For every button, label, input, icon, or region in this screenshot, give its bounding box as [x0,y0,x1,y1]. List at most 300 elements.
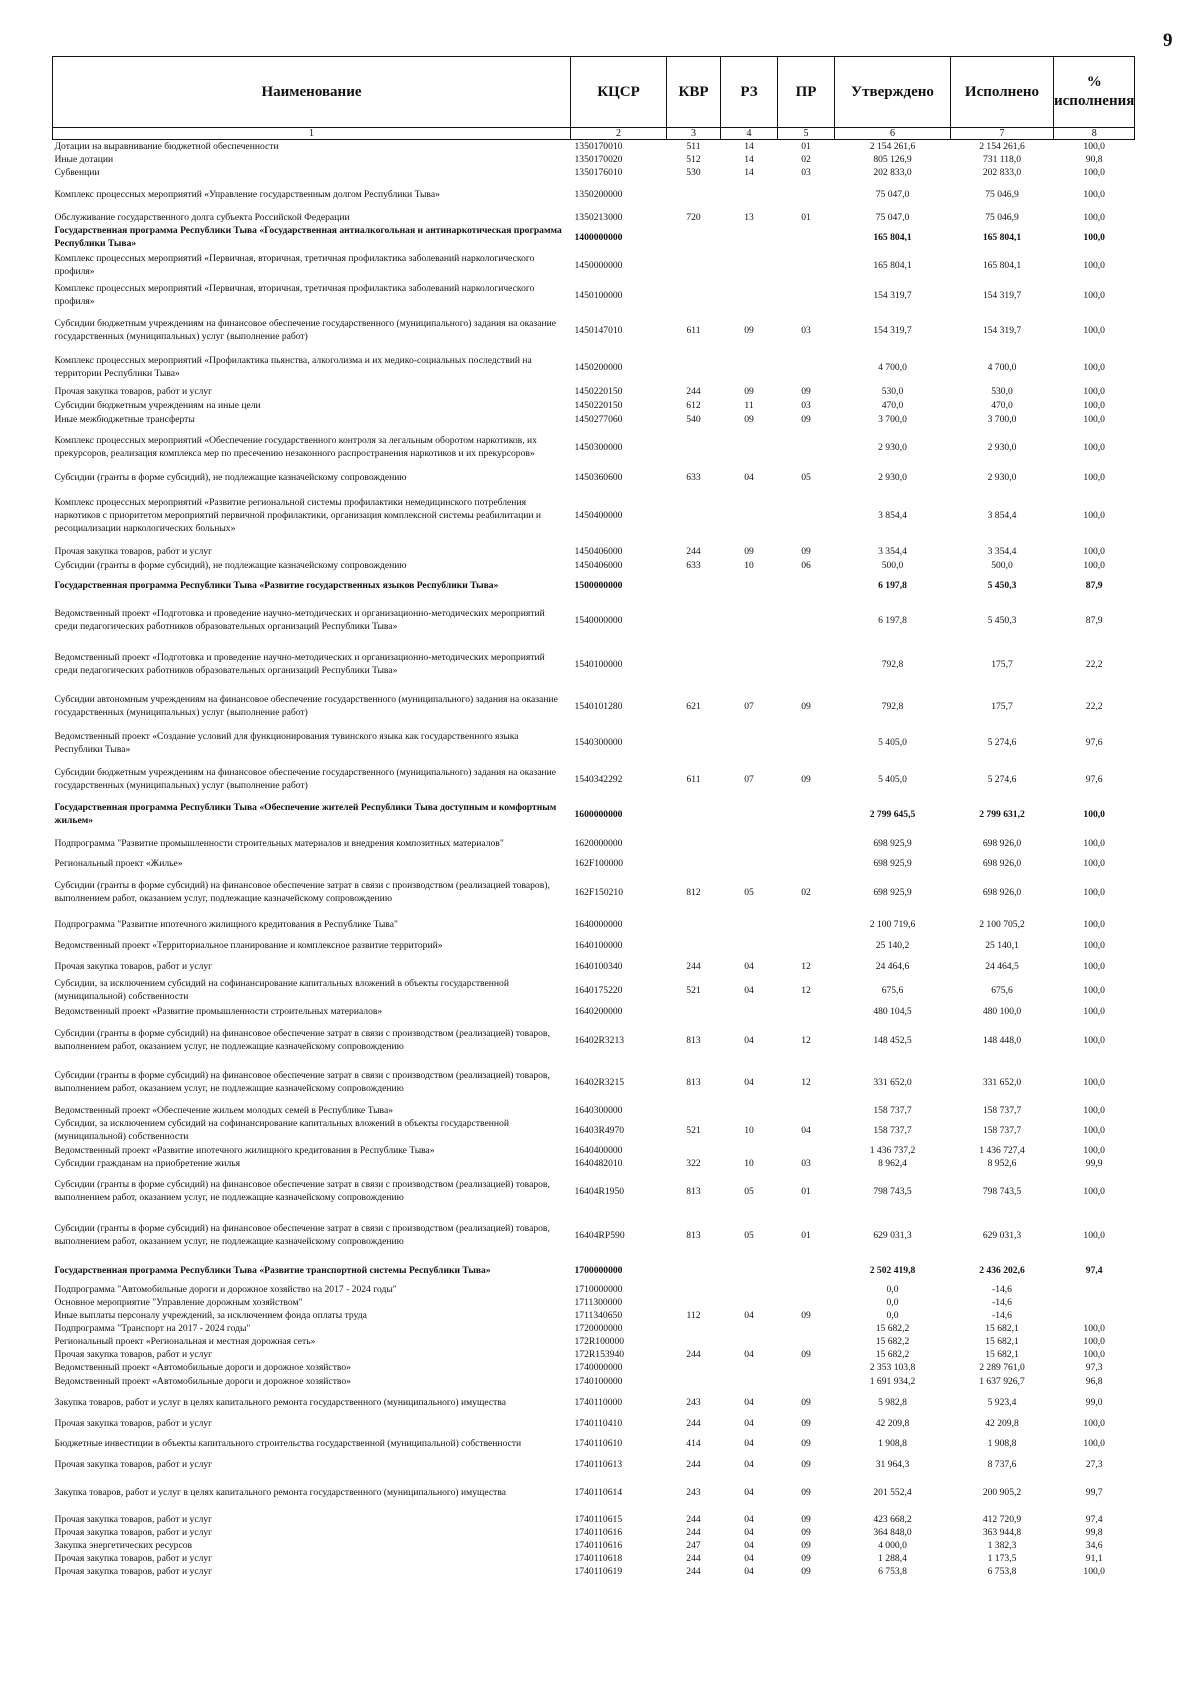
row-kcsr: 1720000000 [574,1323,623,1334]
row-pr [778,935,835,955]
row-kcsr: 1640482010 [574,1158,623,1169]
row-percent: 100,0 [1083,1417,1105,1429]
row-pr: 12 [801,984,811,996]
row-rz: 04 [744,1034,754,1046]
header-pr: ПР [778,57,835,128]
row-kvr: 621 [686,700,701,712]
row-name: Государственная программа Республики Тыва «Развитие государственных языков Республики Тыва» [54,580,499,591]
row-pr [778,599,835,641]
row-executed: -14,6 [992,1310,1012,1321]
row-kcsr: 1350170010 [574,141,623,152]
row-kcsr: 1740110000 [574,1396,623,1408]
row-name: Бюджетные инвестиции в объекты капитального строительства государственной (муниципальной) собственности [54,1437,522,1449]
row-kcsr: 1740110610 [574,1437,623,1449]
row-kvr: 511 [686,141,701,152]
table-row [53,1170,1135,1212]
row-rz: 04 [744,1553,754,1564]
row-approved: 698 925,9 [873,886,912,898]
row-kcsr: 1600000000 [574,808,623,820]
row-name: Прочая закупка товаров, работ и услуг [54,1513,213,1525]
row-kvr: 612 [686,399,701,411]
row-pr: 03 [801,399,811,411]
row-executed: 154 319,7 [982,289,1022,301]
row-approved: 0,0 [886,1310,899,1321]
row-percent: 99,9 [1085,1158,1103,1169]
row-approved: 500,0 [881,559,904,571]
row-approved: 154 319,7 [873,289,912,301]
row-approved: 4 000,0 [878,1540,907,1551]
table-row [53,398,1135,412]
row-percent [1054,1296,1135,1309]
row-rz: 07 [744,700,754,712]
row-executed: 675,6 [991,984,1013,996]
row-pr: 09 [801,1437,811,1449]
table-row [53,468,1135,486]
row-kcsr: 1740110616 [574,1527,623,1538]
row-kvr: 611 [686,773,701,785]
table-row [53,426,1135,468]
row-percent: 100,0 [1083,545,1105,557]
row-kcsr: 1350176010 [574,167,623,178]
row-percent: 97,4 [1085,1264,1103,1276]
row-percent: 22,2 [1085,658,1103,670]
row-executed: -14,6 [992,1297,1012,1308]
row-kcsr: 1350213000 [574,211,623,223]
row-approved: 202 833,0 [873,167,912,178]
row-name: Закупка товаров, работ и услуг в целях капитального ремонта государственного (муниципального) имущества [54,1486,507,1498]
row-name: Иные межбюджетные трансферты [54,413,195,425]
table-row [53,599,1135,641]
table-row [53,280,1135,310]
row-percent: 100,0 [1083,1076,1105,1088]
row-pr: 06 [801,559,811,571]
row-approved: 2 930,0 [878,471,907,483]
row-name: Прочая закупка товаров, работ и услуг [54,545,213,557]
row-kvr: 244 [686,1513,701,1525]
row-kvr: 813 [686,1076,701,1088]
row-executed: 158 737,7 [982,1124,1022,1136]
table-row [53,572,1135,599]
row-approved: 165 804,1 [873,231,912,243]
row-executed: 3 700,0 [987,413,1017,425]
row-percent: 87,9 [1085,614,1103,626]
row-name: Субсидии гражданам на приобретение жилья [54,1158,241,1169]
row-name: Комплекс процессных мероприятий «Управление государственным долгом Республики Тыва» [54,189,440,200]
table-row [53,1539,1135,1552]
row-kcsr: 1640100000 [574,939,623,951]
row-pr: 03 [801,1158,811,1169]
row-kvr: 244 [686,1458,701,1470]
row-rz [721,599,778,641]
row-percent: 100,0 [1083,324,1105,336]
row-kvr: 247 [686,1540,701,1551]
row-name: Закупка товаров, работ и услуг в целях капитального ремонта государственного (муниципального) имущества [54,1396,507,1408]
row-pr [778,856,835,871]
row-kcsr: 1740110616 [574,1540,623,1551]
row-percent: 100,0 [1083,1185,1105,1197]
row-kvr: 112 [686,1310,701,1321]
row-kcsr: 1500000000 [574,580,623,591]
row-approved: 698 925,9 [873,858,912,869]
row-kcsr: 1711300000 [574,1297,623,1308]
row-executed: 412 720,9 [982,1513,1022,1525]
row-rz: 11 [744,399,754,411]
row-percent: 91,1 [1085,1553,1103,1564]
table-row [53,856,1135,871]
row-percent: 100,0 [1083,1144,1105,1156]
row-kcsr: 16402R3215 [574,1076,625,1088]
row-executed: 629 031,3 [982,1229,1022,1241]
column-number: 5 [778,128,835,140]
row-kcsr: 1640400000 [574,1144,623,1156]
row-pr: 09 [801,1417,811,1429]
row-name: Прочая закупка товаров, работ и услуг [54,1417,213,1429]
row-pr: 09 [801,1540,811,1551]
row-name: Подпрограмма "Развитие ипотечного жилищного кредитования в Республике Тыва" [54,918,398,930]
row-kvr: 244 [686,1566,701,1577]
row-executed: 158 737,7 [982,1104,1022,1116]
row-rz: 04 [744,1566,754,1577]
row-kvr: 633 [686,559,701,571]
row-percent: 97,6 [1085,737,1103,748]
row-executed: 175,7 [991,658,1013,670]
row-percent: 100,0 [1083,1566,1105,1577]
row-pr [778,725,835,760]
row-kcsr: 1450360600 [574,471,623,483]
row-rz [721,250,778,280]
row-approved: 3 700,0 [878,413,907,425]
row-rz: 04 [744,1396,754,1408]
row-approved: 6 753,8 [878,1566,907,1577]
row-executed: 15 682,1 [985,1336,1019,1347]
row-name: Субсидии (гранты в форме субсидий), не подлежащие казначейскому сопровождению [54,559,407,571]
row-pr [778,641,835,687]
row-percent: 100,0 [1083,413,1105,425]
row-approved: 8 962,4 [878,1158,907,1169]
row-executed: 154 319,7 [982,324,1022,336]
row-kcsr: 1740110618 [574,1553,623,1564]
row-rz: 04 [744,1513,754,1525]
row-rz: 09 [744,385,754,397]
row-approved: 480 104,5 [873,1005,912,1017]
row-percent: 100,0 [1083,808,1105,820]
row-kvr [667,1258,721,1282]
row-kvr [667,572,721,599]
row-name: Комплекс процессных мероприятий «Развитие региональной системы профилактики немедицинского потребления наркотиков с приоритетом мероприятий первичной профилактики, организация комплексной системы реабилитации и ресоциализации наркологических больных» [54,496,542,534]
row-rz: 04 [744,1527,754,1538]
table-row [53,384,1135,398]
table-row [53,412,1135,426]
table-row [53,1456,1135,1472]
row-pr: 09 [801,700,811,712]
header-executed: Исполнено [951,57,1054,128]
row-executed: 202 833,0 [982,167,1022,178]
row-approved: 798 743,5 [873,1185,912,1197]
row-percent: 34,6 [1085,1540,1103,1551]
row-approved: 158 737,7 [873,1104,912,1116]
row-name: Субсидии бюджетным учреждениям на финансовое обеспечение государственного (муниципального) задания на оказание государственных (муниципальных) услуг (выполнение работ) [54,318,557,342]
row-percent: 27,3 [1085,1458,1103,1470]
row-kcsr: 16402R3213 [574,1034,625,1046]
header-approved: Утверждено [835,57,951,128]
table-row [53,1526,1135,1539]
row-approved: 2 502 419,8 [869,1264,916,1276]
table-row [53,977,1135,1003]
row-rz: 05 [744,1185,754,1197]
row-percent: 99,0 [1085,1396,1103,1408]
row-kcsr: 1640300000 [574,1104,623,1116]
row-kvr [667,1103,721,1117]
row-name: Субсидии (гранты в форме субсидий), не подлежащие казначейскому сопровождению [54,471,407,483]
row-approved: 75 047,0 [875,211,910,223]
row-executed: 2 154 261,6 [979,141,1025,152]
row-name: Ведомственный проект «Развитие промышленности строительных материалов» [54,1005,383,1017]
row-kcsr: 1400000000 [574,231,623,243]
row-kvr: 720 [686,211,701,223]
row-percent: 99,7 [1085,1486,1103,1498]
row-executed: 2 930,0 [987,471,1017,483]
row-rz [721,224,778,250]
table-row [53,486,1135,544]
row-approved: 42 209,8 [875,1417,910,1429]
table-row [53,913,1135,935]
row-rz: 07 [744,773,754,785]
row-name: Субсидии, за исключением субсидий на софинансирование капитальных вложений в объекты государственной (муниципальной) собственности [54,978,509,1002]
column-number-row [53,128,1135,140]
column-number: 2 [571,128,667,140]
row-approved: 25 140,2 [875,939,910,951]
row-percent: 100,0 [1083,858,1105,869]
row-name: Субсидии бюджетным учреждениям на финансовое обеспечение государственного (муниципального) задания на оказание государственных (муниципальных) услуг (выполнение работ) [54,767,557,791]
row-kvr: 243 [686,1396,701,1408]
table-row [53,798,1135,830]
header-name: Наименование [53,57,571,128]
row-approved: 5 405,0 [878,773,907,785]
table-row [53,871,1135,913]
row-executed: 3 354,4 [987,545,1017,557]
row-approved: 805 126,9 [873,154,912,165]
table-row [53,210,1135,224]
table-row [53,725,1135,760]
row-pr [778,224,835,250]
row-name: Региональный проект «Региональная и местная дорожная сеть» [54,1336,316,1347]
row-percent: 100,0 [1083,385,1105,397]
row-kcsr: 16404RP590 [574,1229,625,1241]
row-rz: 04 [744,960,754,972]
row-approved: 5 405,0 [878,737,907,748]
row-pr [778,1258,835,1282]
row-rz [721,179,778,210]
row-rz [721,1361,778,1374]
row-pr: 09 [801,773,811,785]
row-pr [778,798,835,830]
row-kcsr: 1740000000 [574,1362,623,1373]
table-row [53,1003,1135,1019]
table-row [53,250,1135,280]
row-kcsr: 1450400000 [574,509,623,521]
row-pr: 09 [801,1458,811,1470]
row-kvr [667,856,721,871]
row-name: Прочая закупка товаров, работ и услуг [54,1527,213,1538]
row-kvr [667,250,721,280]
row-pr: 01 [801,141,811,152]
row-executed: 42 209,8 [985,1417,1019,1429]
row-executed: 3 854,4 [987,509,1017,521]
row-approved: 331 652,0 [873,1076,912,1088]
row-pr [778,1003,835,1019]
row-executed: 698 926,0 [982,886,1022,898]
row-approved: 15 682,2 [875,1349,910,1360]
column-number: 4 [721,128,778,140]
row-name: Комплекс процессных мероприятий «Первичная, вторичная, третичная профилактика заболеваний наркологического профиля» [54,283,535,307]
row-kcsr: 1450000000 [574,259,623,271]
row-pr: 09 [801,545,811,557]
row-pr [778,486,835,544]
row-kcsr: 162F100000 [574,858,624,869]
row-executed: 75 046,9 [985,189,1019,200]
column-number: 3 [667,128,721,140]
row-kcsr: 1640175220 [574,984,623,996]
row-pr: 09 [801,1513,811,1525]
row-executed: 363 944,8 [982,1527,1022,1538]
row-pr [778,250,835,280]
table-row [53,1258,1135,1282]
row-executed: 731 118,0 [982,154,1022,165]
row-kcsr: 1450277060 [574,413,623,425]
row-percent: 100,0 [1083,441,1105,453]
row-rz: 14 [744,167,754,178]
row-approved: 5 982,8 [878,1396,907,1408]
row-rz [721,913,778,935]
row-rz: 09 [744,545,754,557]
row-kcsr: 1700000000 [574,1264,623,1276]
row-approved: 24 464,6 [875,960,910,972]
row-kvr: 530 [686,167,701,178]
header-kvr: КВР [667,57,721,128]
row-approved: 75 047,0 [875,189,910,200]
row-kvr: 812 [686,886,701,898]
table-row [53,935,1135,955]
row-kcsr: 172R100000 [574,1336,625,1347]
row-pr: 09 [801,1310,811,1321]
row-kvr: 244 [686,960,701,972]
row-kvr: 243 [686,1486,701,1498]
row-approved: 0,0 [886,1297,899,1308]
row-rz: 04 [744,471,754,483]
row-percent: 100,0 [1083,1005,1105,1017]
row-approved: 165 804,1 [873,259,912,271]
row-approved: 6 197,8 [878,580,907,591]
row-percent: 100,0 [1083,361,1105,373]
row-percent: 100,0 [1083,1336,1105,1347]
row-rz: 10 [744,559,754,571]
row-name: Ведомственный проект «Автомобильные дороги и дорожное хозяйство» [54,1375,351,1387]
row-approved: 1 691 934,2 [869,1375,916,1387]
row-executed: 2 289 761,0 [979,1362,1025,1373]
row-percent: 100,0 [1083,1437,1105,1449]
row-kcsr: 1740110410 [574,1417,623,1429]
row-approved: 2 930,0 [878,441,907,453]
row-pr: 09 [801,385,811,397]
row-percent: 100,0 [1083,1104,1105,1116]
row-executed: 25 140,1 [985,939,1019,951]
row-kvr [667,935,721,955]
row-executed: 698 926,0 [982,858,1022,869]
row-percent: 97,4 [1085,1513,1103,1525]
row-pr [778,1143,835,1157]
row-percent: 100,0 [1083,141,1105,152]
row-pr: 01 [801,1229,811,1241]
table-row [53,641,1135,687]
row-kcsr: 1450220150 [574,385,623,397]
row-rz [721,280,778,310]
row-executed: 1 173,5 [987,1553,1017,1564]
row-approved: 3 854,4 [878,509,907,521]
row-rz [721,1282,778,1296]
table-row [53,1361,1135,1374]
row-rz: 04 [744,1417,754,1429]
row-executed: 470,0 [991,399,1013,411]
row-kvr [667,1335,721,1348]
table-row [53,1374,1135,1388]
row-executed: 1 382,3 [987,1540,1017,1551]
row-rz [721,725,778,760]
row-approved: 698 925,9 [873,837,912,849]
row-kcsr: 162F150210 [574,886,624,898]
row-approved: 201 552,4 [873,1486,912,1498]
row-executed: 500,0 [991,559,1013,571]
row-percent: 100,0 [1083,167,1105,178]
row-pr: 09 [801,413,811,425]
row-executed: 5 450,3 [987,614,1017,626]
column-number: 8 [1054,128,1135,140]
row-name: Ведомственный проект «Обеспечение жильем молодых семей в Республике Тыва» [54,1104,393,1116]
row-percent: 100,0 [1083,289,1105,301]
row-name: Ведомственный проект «Подготовка и проведение научно-методических и организационно-методических мероприятий среди педагогических работников образовательных организаций Республики Тыва» [54,652,545,676]
row-name: Субсидии автономным учреждениям на финансовое обеспечение государственного (муниципального) задания на оказание государственных (муниципальных) услуг (выполнение работ) [54,694,558,718]
row-pr: 04 [801,1124,811,1136]
row-pr: 03 [801,167,811,178]
row-name: Ведомственный проект «Создание условий для функционирования тувинского языка как государственного языка Республики Тыва» [54,730,519,755]
row-executed: 1 637 926,7 [979,1375,1025,1387]
row-pr [778,1103,835,1117]
page-number: 9 [1163,30,1173,51]
row-rz [721,1143,778,1157]
row-executed: 2 436 202,6 [979,1264,1025,1276]
row-kcsr: 172R153940 [574,1349,625,1360]
table-row [53,1296,1135,1309]
row-executed: 2 100 705,2 [979,918,1025,930]
row-percent: 96,8 [1085,1375,1103,1387]
row-name: Закупка энергетических ресурсов [54,1540,193,1551]
row-executed: 480 100,0 [982,1005,1022,1017]
row-executed: 1 908,8 [987,1437,1017,1449]
row-percent: 100,0 [1083,918,1105,930]
row-executed: 165 804,1 [982,231,1022,243]
row-approved: 154 319,7 [873,324,912,336]
row-kcsr: 1540342292 [574,773,623,785]
row-kcsr: 1640200000 [574,1005,623,1017]
column-number: 7 [951,128,1054,140]
row-kvr: 244 [686,1417,701,1429]
table-row [53,1282,1135,1296]
row-executed: 24 464,5 [985,960,1019,972]
row-approved: 31 964,3 [875,1458,910,1470]
row-kvr [667,641,721,687]
row-name: Субвенции [54,167,100,178]
row-approved: 792,8 [881,700,904,712]
row-pr: 09 [801,1566,811,1577]
